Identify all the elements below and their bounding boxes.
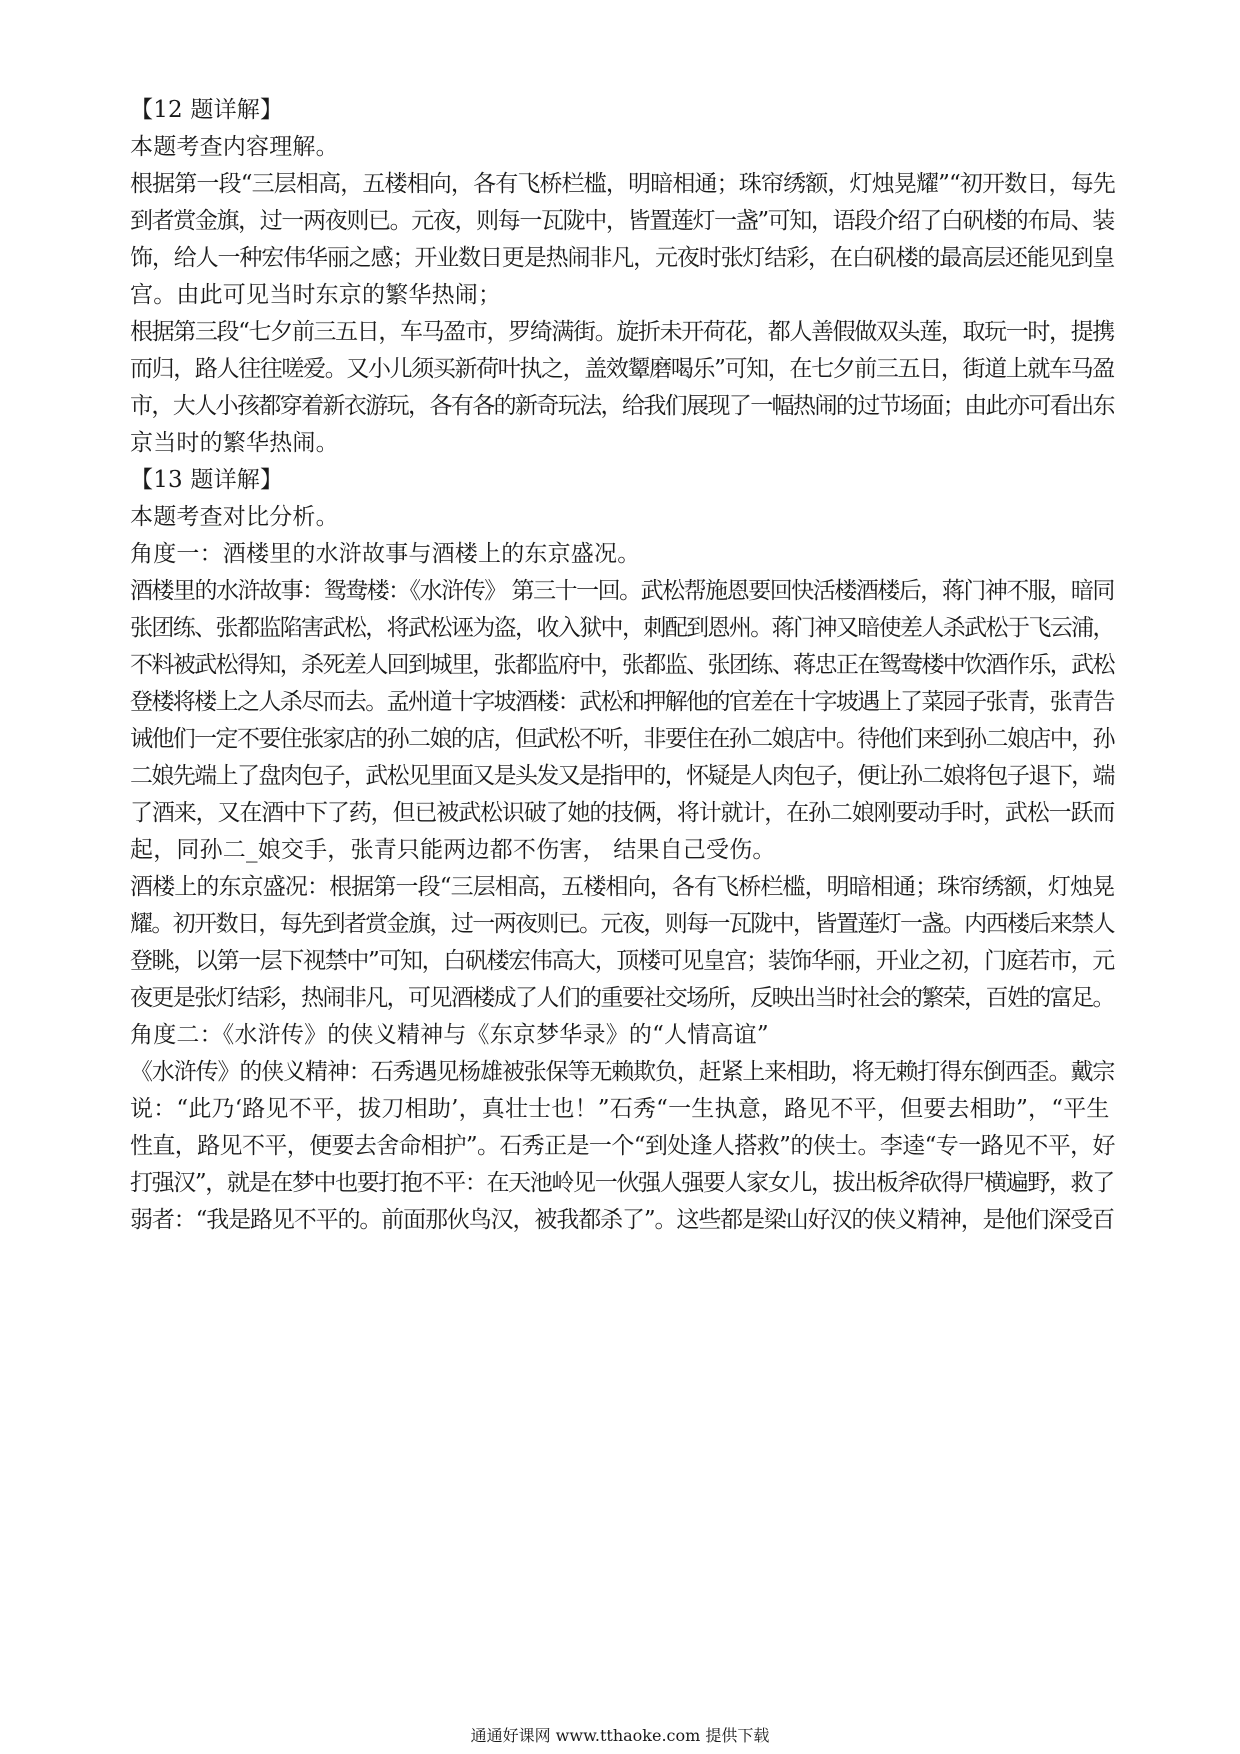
text-line: 耀。初开数日，每先到者赏金旗，过一两夜则已。元夜，则每一瓦陇中，皆置莲灯一盏。内西楼后来禁人 [130,911,1114,937]
text-line: 而归，路人往往嗟爱。又小儿须买新荷叶执之，盖效颦磨喝乐”可知，在七夕前三五日，街道上就车马盈 [130,356,1114,382]
text-line: 市，大人小孩都穿着新衣游玩，各有各的新奇玩法，给我们展现了一幅热闹的过节场面；由此亦可看出东 [130,393,1114,419]
text-line: 夜更是张灯结彩，热闹非凡，可见酒楼成了人们的重要社交场所，反映出当时社会的繁荣，百姓的富足。 [130,985,1114,1011]
text-line: 根据第一段“三层相高，五楼相向，各有飞桥栏槛，明暗相通；珠帘绣额，灯烛晃耀”“初开数日，每先 [130,171,1115,197]
text-line: 【12 题详解】 [130,97,284,123]
text-line: 了酒来，又在酒中下了药，但已被武松识破了她的技俩，将计就计，在孙二娘刚要动手时，武松一跃而 [130,800,1115,826]
text-line: 宫。由此可见当时东京的繁华热闹； [130,282,502,308]
document-body [130,92,1120,1239]
text-line: 打强汉”，就是在梦中也要打抱不平：在天池岭见一伙强人强要人家女儿，拔出板斧砍得尸横遍野，救了 [130,1170,1114,1196]
text-line: 说：“此乃‘路见不平，拔刀相助’，真壮士也！”石秀“一生执意，路见不平，但要去相助”，“平生 [130,1096,1110,1122]
text-line: 本题考查对比分析。 [130,504,339,530]
text-line: 起，同孙二_娘交手，张青只能两边都不伤害， 结果自己受伤。 [130,837,776,863]
text-line: 酒楼里的水浒故事：鸳鸯楼：《水浒传》 第三十一回。武松帮施恩要回快活楼酒楼后，蒋门神不服，暗同 [130,578,1114,604]
text-line: 性直，路见不平，便要去舍命相护”。石秀正是一个“到处逢人搭救”的侠士。李逵“专一路见不平，好 [130,1133,1115,1159]
text-line: 饰，给人一种宏伟华丽之感；开业数日更是热闹非凡，元夜时张灯结彩，在白矾楼的最高层还能见到皇 [130,245,1115,271]
text-line: 酒楼上的东京盛况：根据第一段“三层相高，五楼相向，各有飞桥栏槛，明暗相通；珠帘绣额，灯烛晃 [130,874,1115,900]
text-line: 根据第三段“七夕前三五日，车马盈市，罗绮满街。旋折未开荷花，都人善假做双头莲，取玩一时，提携 [130,319,1114,345]
page-footer: 通通好课网 www.tthaoke.com 提供下载 [470,1726,770,1745]
text-line: 诫他们一定不要住张家店的孙二娘的店，但武松不听，非要住在孙二娘店中。待他们来到孙二娘店中，孙 [130,726,1114,752]
text-line: 登楼将楼上之人杀尽而去。孟州道十字坡酒楼：武松和押解他的官差在十字坡遇上了菜园子张青，张青告 [130,689,1114,715]
text-line: 张团练、张都监陷害武松，将武松诬为盗，收入狱中，刺配到恩州。蒋门神又暗使差人杀武松于飞云浦， [130,615,1114,641]
text-line: 弱者：“我是路见不平的。前面那伙鸟汉，被我都杀了”。这些都是梁山好汉的侠义精神，是他们深受百 [130,1207,1114,1233]
text-line: 不料被武松得知，杀死差人回到城里，张都监府中，张都监、张团练、蒋忠正在鸳鸯楼中饮酒作乐，武松 [130,652,1114,678]
text-line: 本题考查内容理解。 [130,134,339,160]
text-line: 《水浒传》的侠义精神：石秀遇见杨雄被张保等无赖欺负，赶紧上来相助，将无赖打得东倒西歪。戴宗 [130,1059,1115,1085]
text-line: 【13 题详解】 [130,467,284,493]
text-line: 二娘先端上了盘肉包子，武松见里面又是头发又是指甲的，怀疑是人肉包子，便让孙二娘将包子退下，端 [130,763,1114,789]
text-line: 角度二：《水浒传》的侠义精神与《东京梦华录》的“人情高谊” [130,1022,769,1048]
text-line: 到者赏金旗，过一两夜则已。元夜，则每一瓦陇中，皆置莲灯一盏”可知，语段介绍了白矾楼的布局、装 [130,208,1114,234]
text-line: 登眺，以第一层下视禁中”可知，白矾楼宏伟高大，顶楼可见皇宫；装饰华丽，开业之初，门庭若市，元 [130,948,1114,974]
text-line: 京当时的繁华热闹。 [130,430,339,456]
text-line: 角度一：酒楼里的水浒故事与酒楼上的东京盛况。 [130,541,641,567]
